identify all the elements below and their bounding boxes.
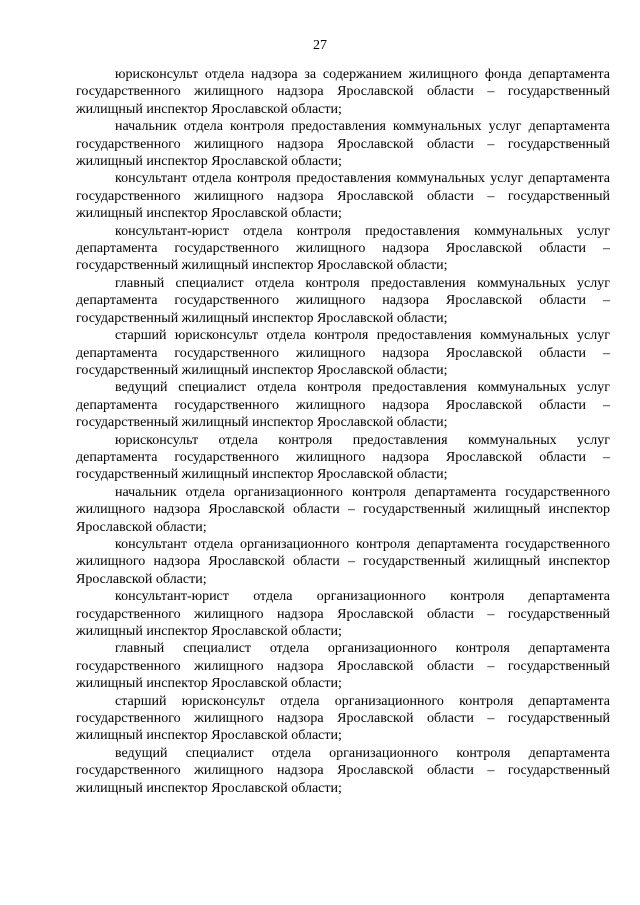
document-body <box>76 66 610 797</box>
page-number: 27 <box>313 38 327 53</box>
list-item: консультант отдела контроля предоставления коммунальных услуг департамента государственного жилищного надзора Ярославской области – государственный жилищный инспектор Ярославской области; <box>76 171 610 222</box>
list-item: начальник отдела контроля предоставления коммунальных услуг департамента государственного жилищного надзора Ярославской области – государственный жилищный инспектор Ярославской области; <box>76 119 610 170</box>
list-item: главный специалист отдела контроля предоставления коммунальных услуг департамента государственного жилищного надзора Ярославской области – государственный жилищный инспектор Ярославской области; <box>76 275 610 326</box>
list-item: консультант-юрист отдела контроля предоставления коммунальных услуг департамента государственного жилищного надзора Ярославской области – государственный жилищный инспектор Ярославской области; <box>76 223 610 274</box>
list-item: старший юрисконсульт отдела организационного контроля департамента государственного жилищного надзора Ярославской области – государственный жилищный инспектор Ярославской области; <box>76 693 610 744</box>
list-item: консультант отдела организационного контроля департамента государственного жилищного надзора Ярославской области – государственный жилищный инспектор Ярославской области; <box>76 536 610 587</box>
list-item: юрисконсульт отдела надзора за содержанием жилищного фонда департамента государственного жилищного надзора Ярославской области – государственный жилищный инспектор Ярославской области; <box>76 67 610 117</box>
list-item: главный специалист отдела организационного контроля департамента государственного жилищного надзора Ярославской области – государственный жилищный инспектор Ярославской области; <box>76 641 610 692</box>
list-item: ведущий специалист отдела контроля предоставления коммунальных услуг департамента государственного жилищного надзора Ярославской области – государственный жилищный инспектор Ярославской области; <box>76 380 610 431</box>
list-item: юрисконсульт отдела контроля предоставления коммунальных услуг департамента государственного жилищного надзора Ярославской области – государственный жилищный инспектор Ярославской области; <box>76 432 610 483</box>
list-item: начальник отдела организационного контроля департамента государственного жилищного надзора Ярославской области – государственный жилищный инспектор Ярославской области; <box>76 484 610 535</box>
list-item: ведущий специалист отдела организационного контроля департамента государственного жилищного надзора Ярославской области – государственный жилищный инспектор Ярославской области; <box>76 745 610 796</box>
list-item: консультант-юрист отдела организационного контроля департамента государственного жилищного надзора Ярославской области – государственный жилищный инспектор Ярославской области; <box>76 589 610 639</box>
list-item: старший юрисконсульт отдела контроля предоставления коммунальных услуг департамента государственного жилищного надзора Ярославской области – государственный жилищный инспектор Ярославской области; <box>76 328 610 378</box>
